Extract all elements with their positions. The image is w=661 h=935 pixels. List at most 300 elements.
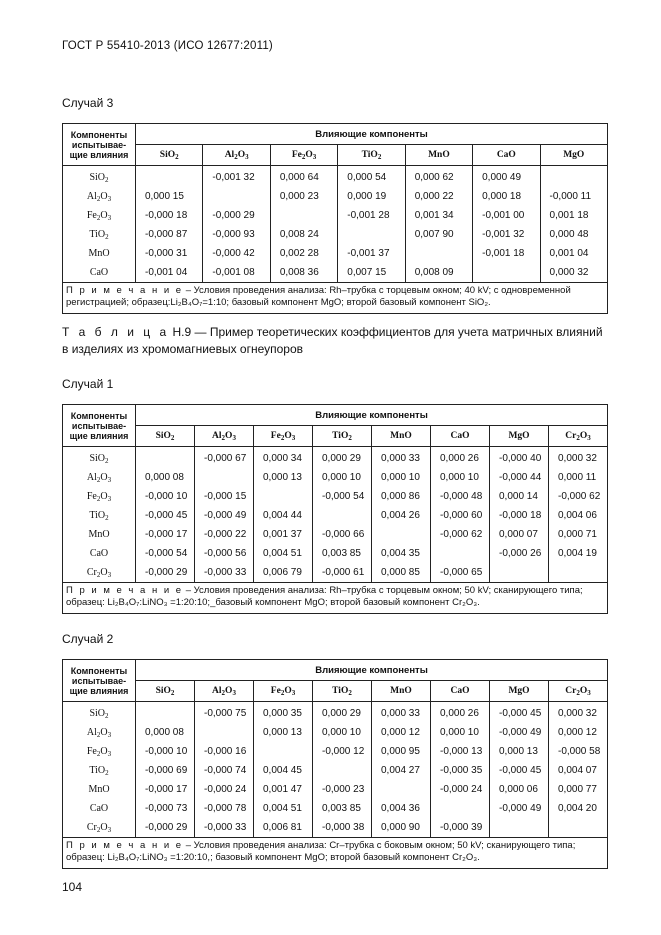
coefficient-cell: -0,000 29	[136, 818, 195, 838]
coefficient-cell	[195, 468, 254, 487]
row-label	[63, 742, 136, 761]
coefficient-cell	[313, 506, 372, 525]
formula-part: Fe	[86, 491, 97, 502]
coefficient-cell	[372, 525, 431, 544]
formula-subscript: 2	[221, 434, 226, 442]
note-text: – Условия проведения анализа: Rh–трубка с торцевым окном; 40 kV; с одновременной регистрацией; образец:Li₂B₄O₇=1:10; базовый компонент MgO; второй базовый компонент SiO₂.	[66, 285, 571, 308]
formula-part: CaO	[450, 686, 470, 696]
header-influencing-components: Влияющие компоненты	[136, 405, 608, 426]
coefficient-cell: 0,001 37	[254, 525, 313, 544]
coefficient-cell	[431, 544, 490, 563]
note-row	[63, 283, 608, 314]
row-label	[63, 468, 136, 487]
formula-subscript: 3	[107, 214, 112, 222]
coefficient-cell	[254, 742, 313, 761]
coefficient-cell: 0,000 90	[372, 818, 431, 838]
formula-subscript: 3	[107, 750, 112, 758]
coefficient-cell	[549, 563, 608, 583]
row-label	[63, 225, 136, 244]
coefficient-cell: 0,006 81	[254, 818, 313, 838]
row-label	[63, 723, 136, 742]
table-row	[63, 187, 608, 206]
column-header	[372, 681, 431, 702]
coefficient-cell: -0,000 49	[195, 506, 254, 525]
formula-part: TiO	[332, 686, 349, 696]
coefficient-cell: 0,001 04	[540, 244, 607, 263]
coefficient-cell	[254, 487, 313, 506]
coefficient-cell: -0,000 67	[195, 447, 254, 469]
note-label: П р и м е ч а н и е	[66, 285, 184, 296]
formula-part: MgO	[508, 431, 530, 441]
coefficient-cell: -0,000 60	[431, 506, 490, 525]
formula-subscript: 3	[291, 689, 296, 697]
coefficient-cell: 0,000 19	[338, 187, 405, 206]
coefficient-cell: -0,000 13	[431, 742, 490, 761]
coefficient-cell: 0,000 49	[473, 166, 540, 188]
coefficient-cell: -0,000 49	[490, 723, 549, 742]
formula-subscript: 2	[576, 434, 580, 442]
coefficient-cell: -0,000 18	[490, 506, 549, 525]
formula-subscript: 2	[96, 214, 101, 222]
formula-part: O	[237, 150, 246, 160]
coefficient-cell	[136, 166, 203, 188]
table-row	[63, 761, 608, 780]
coefficient-cell: 0,000 95	[372, 742, 431, 761]
coefficient-cell: 0,000 08	[136, 468, 195, 487]
column-header	[195, 426, 254, 447]
coefficient-cell: 0,000 26	[431, 702, 490, 724]
coefficient-cell: -0,000 54	[313, 487, 372, 506]
formula-part: Cr	[565, 431, 577, 441]
coefficient-cell: -0,001 08	[203, 263, 270, 283]
formula-part: Cr	[565, 686, 577, 696]
formula-part: MnO	[88, 529, 110, 540]
coefficient-cell: 0,000 26	[431, 447, 490, 469]
coefficient-cell: -0,000 56	[195, 544, 254, 563]
table-note	[63, 283, 608, 314]
table-row	[63, 166, 608, 188]
table-row	[63, 506, 608, 525]
coefficient-cell: -0,000 75	[195, 702, 254, 724]
formula-subscript: 3	[107, 731, 112, 739]
coefficient-cell: 0,004 20	[549, 799, 608, 818]
coefficient-cell: 0,004 27	[372, 761, 431, 780]
formula-subscript: 3	[232, 434, 236, 442]
coefficient-cell: 0,004 51	[254, 544, 313, 563]
coefficient-cell: -0,000 45	[490, 761, 549, 780]
formula-subscript: 2	[175, 153, 179, 161]
coefficient-table	[62, 659, 608, 869]
coefficient-cell: 0,000 29	[313, 447, 372, 469]
table-row	[63, 563, 608, 583]
coefficient-cell: -0,001 00	[473, 206, 540, 225]
formula-part: Al	[86, 191, 97, 202]
coefficient-cell: -0,000 33	[195, 563, 254, 583]
coefficient-cell	[203, 187, 270, 206]
coefficient-cell: 0,000 12	[549, 723, 608, 742]
coefficient-cell: -0,000 73	[136, 799, 195, 818]
coefficient-cell: 0,000 85	[372, 563, 431, 583]
column-header	[313, 681, 372, 702]
formula-part: Al	[224, 150, 235, 160]
table-row	[63, 818, 608, 838]
header-row	[63, 426, 608, 447]
coefficient-cell: -0,000 16	[195, 742, 254, 761]
formula-subscript: 2	[105, 457, 109, 465]
coefficient-cell: 0,004 26	[372, 506, 431, 525]
coefficient-cell: -0,000 15	[195, 487, 254, 506]
formula-subscript: 2	[576, 689, 580, 697]
coefficient-cell: 0,000 18	[473, 187, 540, 206]
formula-subscript: 2	[280, 689, 285, 697]
column-header	[203, 145, 270, 166]
coefficient-cell: -0,000 29	[203, 206, 270, 225]
formula-part: Al	[212, 686, 222, 696]
coefficient-cell: -0,000 49	[490, 799, 549, 818]
formula-subscript: 2	[96, 731, 101, 739]
table-caption-label: Т а б л и ц а	[62, 325, 170, 339]
coefficient-cell: 0,003 85	[313, 544, 372, 563]
coefficient-cell	[405, 244, 472, 263]
coefficient-cell: 0,004 06	[549, 506, 608, 525]
table-row	[63, 447, 608, 469]
formula-subscript: 2	[105, 712, 109, 720]
formula-subscript: 2	[221, 689, 226, 697]
coefficient-cell: 0,006 79	[254, 563, 313, 583]
formula-part: SiO	[89, 172, 106, 183]
coefficient-cell	[136, 447, 195, 469]
coefficient-cell: 0,000 10	[313, 468, 372, 487]
table-row	[63, 206, 608, 225]
formula-subscript: 3	[291, 434, 296, 442]
formula-part: SiO	[155, 686, 171, 696]
coefficient-cell: -0,000 78	[195, 799, 254, 818]
coefficient-cell: -0,001 37	[338, 244, 405, 263]
formula-part: O	[100, 822, 108, 833]
coefficient-table	[62, 123, 608, 314]
formula-part: O	[100, 491, 108, 502]
column-header	[490, 426, 549, 447]
formula-part: O	[225, 686, 233, 696]
row-label	[63, 799, 136, 818]
coefficient-cell: 0,008 36	[270, 263, 337, 283]
coefficient-cell	[195, 723, 254, 742]
formula-part: O	[579, 686, 588, 696]
formula-part: Al	[212, 431, 222, 441]
table-row	[63, 723, 608, 742]
row-label	[63, 263, 136, 283]
formula-part: O	[579, 431, 588, 441]
coefficient-cell: -0,000 22	[195, 525, 254, 544]
note-text: – Условия проведения анализа: Rh–трубка с торцевым окном; 50 kV; сканирующего типа; образец: Li₂B₄O₇:LiNO₃ =1:20:10;_базовый компонент MgO; второй базовый компонент Cr₂O₃.	[66, 585, 583, 608]
formula-part: TiO	[89, 510, 106, 521]
coefficient-cell: -0,000 62	[549, 487, 608, 506]
coefficient-cell: -0,000 74	[195, 761, 254, 780]
coefficient-cell: 0,000 10	[431, 468, 490, 487]
formula-part: TiO	[361, 150, 378, 160]
formula-part: MnO	[88, 248, 110, 259]
formula-subscript: 3	[245, 153, 249, 161]
formula-subscript: 2	[96, 476, 101, 484]
formula-part: O	[284, 686, 292, 696]
column-header	[431, 426, 490, 447]
table-caption	[62, 324, 607, 358]
coefficient-cell: -0,000 11	[540, 187, 607, 206]
formula-part: Cr	[86, 822, 97, 833]
row-label	[63, 206, 136, 225]
formula-part: Al	[86, 472, 97, 483]
formula-part: MnO	[390, 686, 412, 696]
formula-part: MnO	[88, 784, 110, 795]
header-affected-components: Компоненты испытывае-щие влияния	[63, 124, 136, 166]
note-label: П р и м е ч а н и е	[66, 840, 184, 851]
formula-subscript: 3	[107, 826, 112, 834]
coefficient-cell: -0,000 10	[136, 742, 195, 761]
column-header	[254, 426, 313, 447]
coefficient-cell	[338, 225, 405, 244]
column-header	[136, 145, 203, 166]
coefficient-cell: -0,000 38	[313, 818, 372, 838]
column-header	[473, 145, 540, 166]
formula-part: TiO	[89, 765, 106, 776]
coefficient-cell: 0,002 28	[270, 244, 337, 263]
column-header	[372, 426, 431, 447]
coefficient-cell: -0,000 69	[136, 761, 195, 780]
formula-part: O	[100, 210, 108, 221]
formula-part: O	[225, 431, 233, 441]
coefficient-cell: -0,000 17	[136, 525, 195, 544]
formula-part: SiO	[89, 708, 106, 719]
coefficient-cell: 0,004 19	[549, 544, 608, 563]
coefficient-cell: -0,000 26	[490, 544, 549, 563]
formula-subscript: 2	[170, 434, 175, 442]
coefficient-cell: 0,000 32	[540, 263, 607, 283]
coefficient-cell: 0,000 12	[372, 723, 431, 742]
header-row	[63, 145, 608, 166]
coefficient-cell: 0,001 47	[254, 780, 313, 799]
row-label	[63, 702, 136, 724]
table-row	[63, 487, 608, 506]
row-label	[63, 187, 136, 206]
case-title: Случай 2	[62, 632, 114, 646]
case-title: Случай 1	[62, 377, 114, 391]
coefficient-cell	[540, 166, 607, 188]
coefficient-cell: -0,001 28	[338, 206, 405, 225]
formula-subscript: 2	[348, 434, 352, 442]
coefficient-cell: -0,000 24	[195, 780, 254, 799]
column-header	[254, 681, 313, 702]
column-header	[405, 145, 472, 166]
coefficient-cell: -0,000 17	[136, 780, 195, 799]
table-row	[63, 525, 608, 544]
row-label	[63, 761, 136, 780]
header-influencing-components: Влияющие компоненты	[136, 124, 608, 145]
header-row	[63, 660, 608, 681]
formula-subscript: 2	[234, 153, 238, 161]
coefficient-cell	[490, 818, 549, 838]
coefficient-cell: 0,000 13	[254, 468, 313, 487]
formula-part: CaO	[496, 150, 516, 160]
formula-subscript: 2	[96, 195, 101, 203]
formula-part: MgO	[508, 686, 530, 696]
coefficient-cell: 0,000 35	[254, 702, 313, 724]
table-row	[63, 544, 608, 563]
coefficient-cell	[473, 263, 540, 283]
formula-subscript: 2	[105, 176, 109, 184]
formula-part: Fe	[270, 686, 281, 696]
table-row	[63, 244, 608, 263]
column-header	[313, 426, 372, 447]
column-header	[338, 145, 405, 166]
coefficient-cell: 0,000 23	[270, 187, 337, 206]
coefficient-cell: 0,000 33	[372, 447, 431, 469]
table-row	[63, 225, 608, 244]
note-row	[63, 583, 608, 614]
coefficient-cell: 0,000 13	[254, 723, 313, 742]
formula-subscript: 2	[348, 689, 352, 697]
coefficient-cell: 0,000 10	[372, 468, 431, 487]
coefficient-cell	[549, 818, 608, 838]
formula-part: SiO	[89, 453, 106, 464]
coefficient-cell: -0,000 45	[136, 506, 195, 525]
coefficient-cell: -0,000 87	[136, 225, 203, 244]
note-label: П р и м е ч а н и е	[66, 585, 184, 596]
formula-subscript: 3	[587, 434, 591, 442]
formula-part: TiO	[332, 431, 349, 441]
column-header	[136, 426, 195, 447]
formula-part: CaO	[450, 431, 470, 441]
column-header	[270, 145, 337, 166]
coefficient-cell: -0,000 54	[136, 544, 195, 563]
formula-part: Fe	[270, 431, 281, 441]
coefficient-cell: 0,000 11	[549, 468, 608, 487]
column-header	[540, 145, 607, 166]
coefficient-cell: 0,004 36	[372, 799, 431, 818]
formula-part: TiO	[89, 229, 106, 240]
coefficient-cell: -0,000 35	[431, 761, 490, 780]
note-row	[63, 838, 608, 869]
table-row	[63, 263, 608, 283]
coefficient-cell: 0,004 51	[254, 799, 313, 818]
coefficient-cell	[490, 563, 549, 583]
table-row	[63, 702, 608, 724]
coefficient-cell: 0,000 64	[270, 166, 337, 188]
coefficient-cell: -0,000 23	[313, 780, 372, 799]
coefficient-cell: -0,000 29	[136, 563, 195, 583]
coefficient-cell: -0,000 45	[490, 702, 549, 724]
coefficient-cell: 0,000 33	[372, 702, 431, 724]
formula-part: O	[100, 191, 108, 202]
row-label	[63, 563, 136, 583]
page-number: 104	[62, 880, 83, 894]
header-row	[63, 681, 608, 702]
row-label	[63, 525, 136, 544]
coefficient-cell: 0,000 62	[405, 166, 472, 188]
coefficient-cell: 0,008 09	[405, 263, 472, 283]
coefficient-cell	[270, 206, 337, 225]
table-note	[63, 583, 608, 614]
formula-part: Cr	[86, 567, 97, 578]
formula-subscript: 3	[587, 689, 591, 697]
row-label	[63, 166, 136, 188]
coefficient-cell: 0,004 35	[372, 544, 431, 563]
coefficient-cell: -0,000 18	[136, 206, 203, 225]
formula-subscript: 2	[105, 233, 109, 241]
page-header: ГОСТ Р 55410-2013 (ИСО 12677:2011)	[62, 40, 273, 52]
formula-part: MnO	[428, 150, 450, 160]
table-note	[63, 838, 608, 869]
coefficient-cell: 0,000 07	[490, 525, 549, 544]
coefficient-cell: 0,000 71	[549, 525, 608, 544]
coefficient-cell: -0,000 33	[195, 818, 254, 838]
formula-part: O	[100, 472, 108, 483]
coefficient-cell: -0,001 32	[473, 225, 540, 244]
coefficient-table	[62, 404, 608, 614]
formula-subscript: 3	[312, 153, 317, 161]
row-label	[63, 506, 136, 525]
formula-subscript: 3	[232, 689, 236, 697]
formula-subscript: 3	[107, 495, 112, 503]
coefficient-cell: -0,001 04	[136, 263, 203, 283]
formula-subscript: 3	[107, 476, 112, 484]
coefficient-cell: -0,000 10	[136, 487, 195, 506]
coefficient-cell: 0,000 14	[490, 487, 549, 506]
note-text: – Условия проведения анализа: Cr–трубка с боковым окном; 50 kV; сканирующего типа; образец: Li₂B₄O₇:LiNO₃ =1:20:10,; базовый компонент MgO; второй базовый компонент Cr₂O₃.	[66, 840, 576, 863]
formula-part: O	[100, 567, 108, 578]
coefficient-cell: 0,000 48	[540, 225, 607, 244]
table-row	[63, 742, 608, 761]
coefficient-cell: -0,000 31	[136, 244, 203, 263]
coefficient-cell: -0,000 39	[431, 818, 490, 838]
coefficient-cell: -0,000 24	[431, 780, 490, 799]
coefficient-cell: 0,000 34	[254, 447, 313, 469]
coefficient-cell: -0,000 40	[490, 447, 549, 469]
formula-subscript: 2	[96, 826, 101, 834]
coefficient-cell: -0,001 32	[203, 166, 270, 188]
coefficient-cell	[136, 702, 195, 724]
header-row	[63, 405, 608, 426]
coefficient-cell: 0,000 10	[313, 723, 372, 742]
row-label	[63, 487, 136, 506]
coefficient-cell: 0,000 08	[136, 723, 195, 742]
header-affected-components: Компоненты испытывае-щие влияния	[63, 405, 136, 447]
coefficient-cell: 0,007 90	[405, 225, 472, 244]
coefficient-cell: -0,000 44	[490, 468, 549, 487]
column-header	[490, 681, 549, 702]
formula-subscript: 2	[105, 769, 109, 777]
coefficient-cell: 0,001 34	[405, 206, 472, 225]
coefficient-cell: -0,001 18	[473, 244, 540, 263]
formula-part: O	[100, 746, 108, 757]
formula-subscript: 2	[301, 153, 306, 161]
coefficient-cell: 0,004 07	[549, 761, 608, 780]
coefficient-cell: -0,000 48	[431, 487, 490, 506]
formula-subscript: 2	[96, 750, 101, 758]
formula-part: MnO	[390, 431, 412, 441]
formula-part: SiO	[155, 431, 171, 441]
formula-part: Al	[86, 727, 97, 738]
coefficient-cell	[372, 780, 431, 799]
coefficient-cell	[431, 799, 490, 818]
header-affected-components: Компоненты испытывае-щие влияния	[63, 660, 136, 702]
column-header	[549, 681, 608, 702]
formula-part: O	[305, 150, 313, 160]
header-row	[63, 124, 608, 145]
row-label	[63, 818, 136, 838]
formula-subscript: 2	[105, 514, 109, 522]
coefficient-cell: 0,003 85	[313, 799, 372, 818]
coefficient-cell: 0,001 18	[540, 206, 607, 225]
